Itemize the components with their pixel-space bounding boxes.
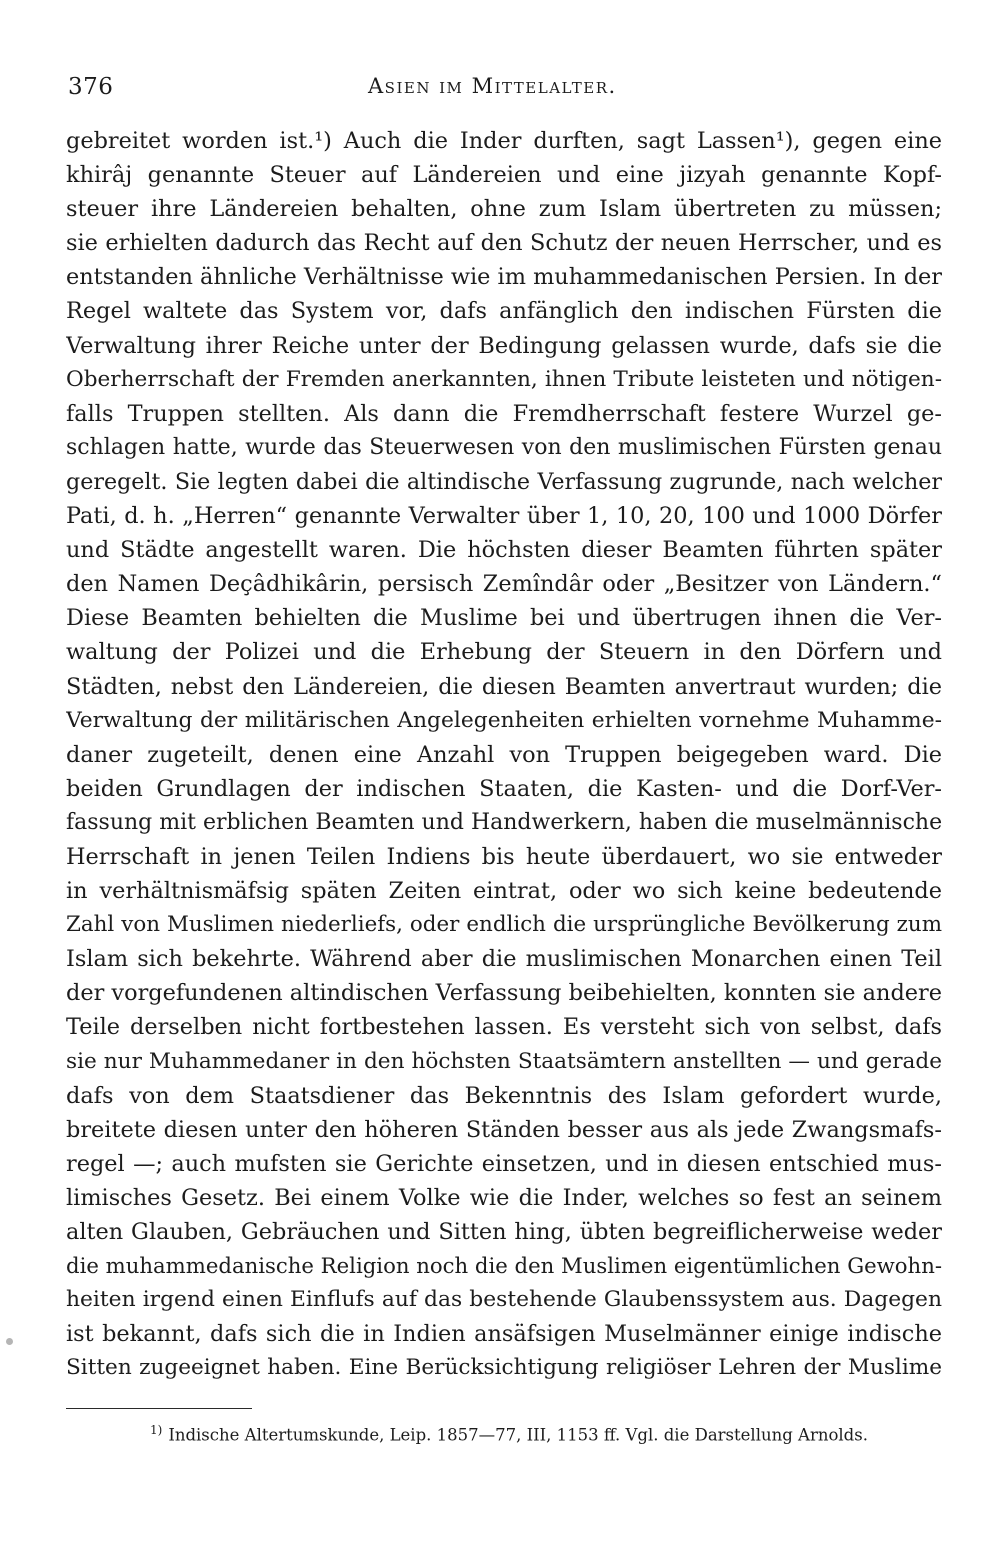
text-line: Islam sich bekehrte. Während aber die muslimischen Monarchen einen Teil: [66, 946, 942, 973]
text-line: geregelt. Sie legten dabei die altindische Verfassung zugrunde, nach welcher: [66, 468, 942, 495]
text-line: schlagen hatte, wurde das Steuerwesen von den muslimischen Fürsten genau: [66, 434, 942, 460]
text-line: regel —; auch mufsten sie Gerichte einsetzen, und in diesen entschied mus-: [66, 1150, 942, 1177]
text-line: Zahl von Muslimen niederliefs, oder endlich die ursprüngliche Bevölkerung zum: [66, 912, 942, 938]
text-line: Pati, d. h. „Herren“ genannte Verwalter über 1, 10, 20, 100 und 1000 Dörfer: [66, 503, 942, 530]
text-line: khirâj genannte Steuer auf Ländereien und eine jizyah genannte Kopf-: [66, 162, 942, 189]
text-line: breitete diesen unter den höheren Ständen besser aus als jede Zwangsmafs-: [66, 1116, 942, 1143]
text-line: den Namen Deçâdhikârin, persisch Zemîndâr oder „Besitzer von Ländern.“: [66, 571, 942, 598]
text-line: der vorgefundenen altindischen Verfassung beibehielten, konnten sie andere: [66, 980, 942, 1007]
text-line: heiten irgend einen Einflufs auf das bestehende Glaubenssystem aus. Dagegen: [66, 1287, 942, 1313]
text-line: die muhammedanische Religion noch die den Muslimen eigentümlichen Gewohn-: [66, 1253, 942, 1279]
text-line: Herrschaft in jenen Teilen Indiens bis heute überdauert, wo sie entweder: [66, 843, 942, 870]
text-line: steuer ihre Ländereien behalten, ohne zum Islam übertreten zu müssen;: [66, 196, 942, 223]
text-line: falls Truppen stellten. Als dann die Fremdherrschaft festere Wurzel ge-: [66, 400, 942, 427]
text-line: Verwaltung der militärischen Angelegenheiten erhielten vornehme Muhamme-: [66, 707, 942, 733]
page-number: 376: [68, 74, 114, 100]
footnote-text: Indische Altertumskunde, Leip. 1857—77, III, 1153 ff. Vgl. die Darstellung Arnolds.: [168, 1425, 868, 1445]
text-line: waltung der Polizei und die Erhebung der Steuern in den Dörfern und: [66, 639, 942, 666]
text-line: Teile derselben nicht fortbestehen lassen. Es versteht sich von selbst, dafs: [66, 1014, 942, 1041]
running-title: Asien im Mittelalter.: [368, 74, 617, 98]
text-line: Städten, nebst den Ländereien, die diesen Beamten anvertraut wurden; die: [66, 673, 942, 700]
text-line: und Städte angestellt waren. Die höchsten dieser Beamten führten später: [66, 537, 942, 564]
text-line: entstanden ähnliche Verhältnisse wie im muhammedanischen Persien. In der: [66, 264, 942, 291]
text-line: daner zugeteilt, denen eine Anzahl von Truppen beigegeben ward. Die: [66, 741, 942, 768]
text-line: fassung mit erblichen Beamten und Handwerkern, haben die muselmännische: [66, 809, 942, 835]
text-line: in verhältnismäfsig späten Zeiten eintrat, oder wo sich keine bedeutende: [66, 878, 942, 905]
paper-speck: [6, 1338, 13, 1345]
text-line: dafs von dem Staatsdiener das Bekenntnis des Islam gefordert wurde,: [66, 1082, 942, 1109]
footnote-divider: [66, 1408, 252, 1409]
text-line: sie nur Muhammedaner in den höchsten Staatsämtern anstellten — und gerade: [66, 1048, 942, 1074]
text-line: Sitten zugeeignet haben. Eine Berücksichtigung religiöser Lehren der Muslime: [66, 1355, 942, 1381]
footnote: [150, 1419, 940, 1447]
footnote-marker: 1): [150, 1423, 163, 1437]
text-line: alten Glauben, Gebräuchen und Sitten hing, übten begreiflicherweise weder: [66, 1219, 942, 1245]
text-line: Diese Beamten behielten die Muslime bei und übertrugen ihnen die Ver-: [66, 605, 942, 632]
text-line: ist bekannt, dafs sich die in Indien ansäfsigen Muselmänner einige indische: [66, 1321, 942, 1348]
body-text: [66, 124, 942, 1385]
text-line: limisches Gesetz. Bei einem Volke wie die Inder, welches so fest an seinem: [66, 1184, 942, 1211]
text-line: Verwaltung ihrer Reiche unter der Bedingung gelassen wurde, dafs sie die: [66, 332, 942, 359]
text-line: Regel waltete das System vor, dafs anfänglich den indischen Fürsten die: [66, 298, 942, 325]
text-line: gebreitet worden ist.¹) Auch die Inder durften, sagt Lassen¹), gegen eine: [66, 128, 942, 154]
text-line: beiden Grundlagen der indischen Staaten, die Kasten- und die Dorf-Ver-: [66, 775, 942, 802]
text-line: Oberherrschaft der Fremden anerkannten, ihnen Tribute leisteten und nötigen-: [66, 366, 942, 392]
page-header: [68, 74, 938, 110]
text-line: sie erhielten dadurch das Recht auf den Schutz der neuen Herrscher, und es: [66, 230, 942, 257]
